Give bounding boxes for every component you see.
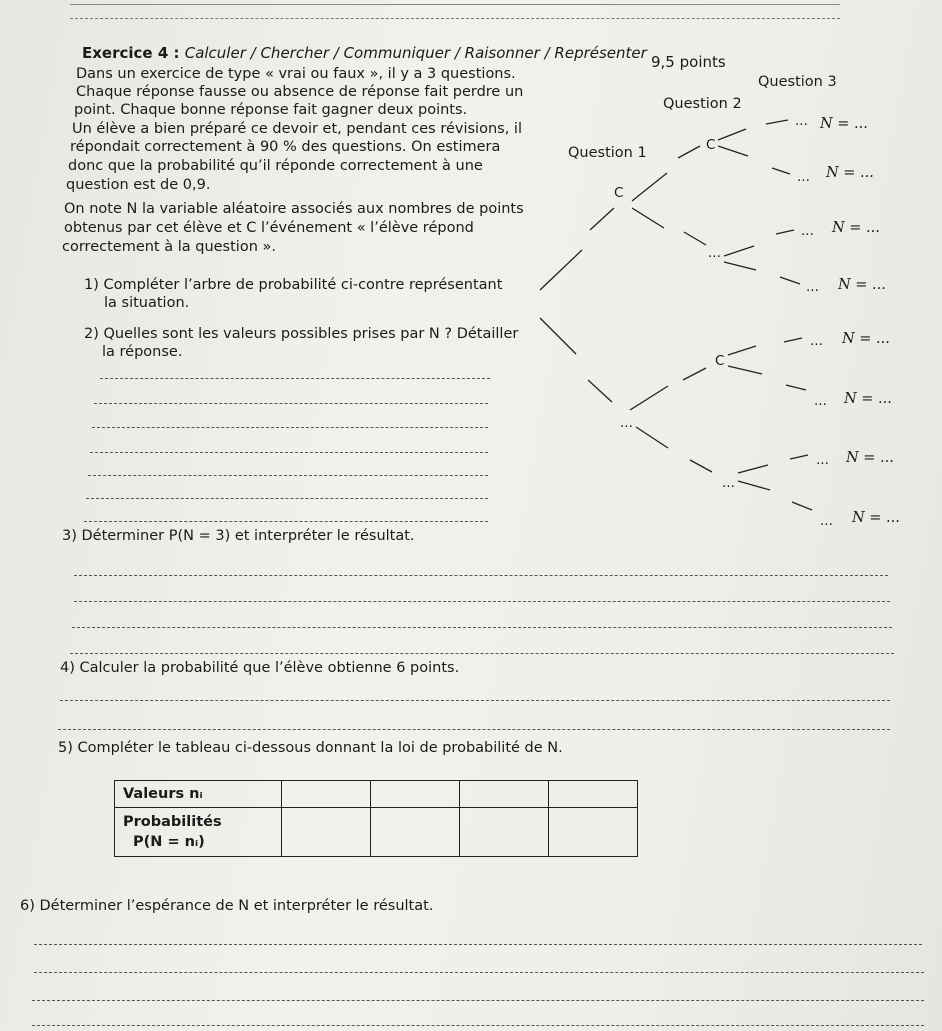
tree-branch — [724, 262, 756, 270]
question-2: 2) Quelles sont les valeurs possibles prises par N ? Détailler — [84, 326, 519, 342]
tree-branch — [728, 366, 762, 374]
tree-branch — [540, 318, 576, 354]
tree-leaf-n[interactable]: N = ... — [838, 277, 886, 293]
tree-branch — [683, 368, 706, 380]
question-2-cont: la réponse. — [102, 344, 183, 360]
tree-blank[interactable]: ... — [795, 113, 808, 129]
exercise-title-skills: Calculer / Chercher / Communiquer / Raisonner / Représenter — [184, 44, 647, 62]
intro-line: Chaque réponse fausse ou absence de réponse fait perdre un — [76, 84, 524, 100]
tree-blank[interactable]: ... — [816, 452, 829, 468]
tree-branch — [738, 481, 770, 490]
tree-branch — [766, 120, 788, 124]
tree-header-question-2: Question 2 — [663, 96, 742, 112]
tree-branch — [780, 277, 800, 284]
table-header-prob-line1: Probabilités — [123, 814, 222, 830]
intro-line: point. Chaque bonne réponse fait gagner deux points. — [74, 102, 468, 118]
tree-leaf-n[interactable]: N = ... — [844, 391, 892, 407]
tree-branch — [776, 230, 794, 234]
tree-branch — [772, 168, 790, 174]
tree-blank[interactable]: ... — [814, 393, 827, 409]
exercise-points: 9,5 points — [651, 53, 726, 71]
tree-branch — [738, 465, 768, 473]
intro-line: correctement à la question ». — [62, 239, 276, 255]
tree-branch — [784, 338, 802, 342]
tree-branch — [632, 208, 664, 228]
question-1-cont: la situation. — [104, 295, 190, 311]
tree-branch — [690, 460, 712, 472]
tree-node-c: C — [715, 353, 725, 369]
table-header-prob-line2: P(N = nᵢ) — [133, 834, 205, 850]
tree-branch — [540, 250, 582, 290]
tree-branch — [684, 232, 706, 245]
tree-leaf-n[interactable]: N = ... — [852, 510, 900, 526]
question-6: 6) Déterminer l’espérance de N et interpréter le résultat. — [20, 898, 434, 914]
tree-blank[interactable]: ... — [797, 169, 810, 185]
tree-branch — [786, 385, 806, 390]
tree-header-question-3: Question 3 — [758, 74, 837, 90]
question-5: 5) Compléter le tableau ci-dessous donnant la loi de probabilité de N. — [58, 740, 563, 756]
tree-node-c: C — [614, 185, 624, 201]
tree-branch — [792, 502, 812, 510]
tree-leaf-n[interactable]: N = ... — [846, 450, 894, 466]
tree-leaf-n[interactable]: N = ... — [820, 116, 868, 132]
tree-header-question-1: Question 1 — [568, 145, 647, 161]
tree-branch — [630, 386, 668, 410]
tree-branch — [632, 173, 667, 201]
tree-branch — [588, 380, 612, 402]
question-3: 3) Déterminer P(N = 3) et interpréter le résultat. — [62, 528, 415, 544]
tree-branch — [724, 246, 754, 256]
tree-branch — [790, 455, 808, 459]
table-header-values: Valeurs nᵢ — [115, 781, 282, 808]
tree-blank[interactable]: ... — [810, 333, 823, 349]
question-4: 4) Calculer la probabilité que l’élève obtienne 6 points. — [60, 660, 460, 676]
tree-leaf-n[interactable]: N = ... — [842, 331, 890, 347]
intro-line: question est de 0,9. — [66, 177, 211, 193]
tree-branch — [718, 129, 746, 140]
tree-blank[interactable]: ... — [820, 513, 833, 529]
intro-line: répondait correctement à 90 % des questions. On estimera — [70, 139, 501, 155]
tree-branch — [728, 346, 756, 355]
intro-line: Un élève a bien préparé ce devoir et, pendant ces révisions, il — [72, 121, 522, 137]
question-1: 1) Compléter l’arbre de probabilité ci-contre représentant — [84, 277, 503, 293]
tree-branch — [590, 208, 614, 230]
tree-blank[interactable]: ... — [806, 279, 819, 295]
tree-leaf-n[interactable]: N = ... — [832, 220, 880, 236]
tree-blank[interactable]: ... — [722, 475, 735, 491]
tree-blank[interactable]: ... — [708, 245, 721, 261]
intro-line: donc que la probabilité qu’il réponde correctement à une — [68, 158, 483, 174]
exercise-title-prefix: Exercice 4 : — [82, 44, 180, 62]
tree-blank[interactable]: ... — [801, 223, 814, 239]
tree-node-c: C — [706, 137, 716, 153]
tree-leaf-n[interactable]: N = ... — [826, 165, 874, 181]
intro-line: On note N la variable aléatoire associés aux nombres de points — [64, 201, 524, 217]
intro-line: Dans un exercice de type « vrai ou faux », il y a 3 questions. — [76, 66, 516, 82]
tree-branch — [678, 146, 700, 158]
tree-blank[interactable]: ... — [620, 415, 633, 431]
tree-branch — [636, 427, 668, 448]
intro-line: obtenus par cet élève et C l’événement « l’élève répond — [64, 220, 474, 236]
tree-branch — [718, 146, 748, 156]
